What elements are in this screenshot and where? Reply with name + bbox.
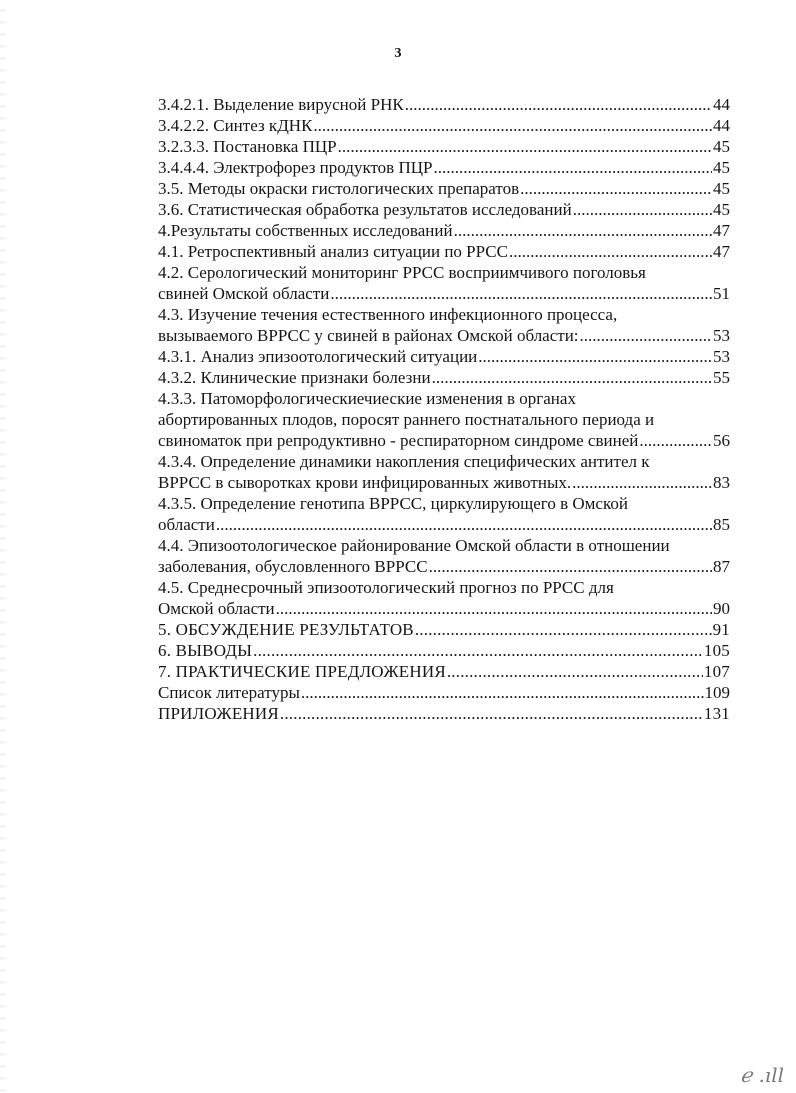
toc-entry-page: 53 [713, 326, 730, 345]
toc-entry-line [158, 661, 730, 682]
toc-entry-title: вызываемого ВРРСС у свиней в районах Омской области: [158, 326, 579, 345]
toc-entry-page: 45 [713, 137, 730, 156]
toc-entry-page: 45 [713, 200, 730, 219]
toc-entry-line [158, 703, 730, 724]
toc-entry-title: 3.4.4.4. Электрофорез продуктов ПЦР [158, 158, 433, 177]
toc-entry-line [158, 682, 730, 703]
dot-leader [313, 115, 712, 136]
toc-entry-page: 45 [713, 158, 730, 177]
toc-entry-title: свиноматок при репродуктивно - респираторном синдроме свиней [158, 431, 639, 450]
toc-entry-line [158, 451, 730, 472]
toc-entry-page: 47 [713, 221, 730, 240]
dot-leader [478, 346, 712, 367]
toc-entry-title: 3.6. Статистическая обработка результатов исследований [158, 200, 572, 219]
toc-entry-title: заболевания, обусловленного ВРРСС [158, 557, 428, 576]
dot-leader [432, 367, 712, 388]
page-number: 3 [394, 46, 402, 61]
toc-entry-page: 44 [713, 116, 730, 135]
toc-entry-line [158, 262, 730, 283]
toc-entry-title: абортированных плодов, поросят раннего постнатального периода и [158, 410, 655, 429]
toc-entry [158, 535, 730, 577]
table-of-contents [158, 94, 730, 724]
toc-entry-page: 107 [703, 662, 730, 681]
toc-entry-line [158, 241, 730, 262]
dot-leader [433, 157, 712, 178]
toc-entry-page: 109 [704, 683, 730, 702]
toc-entry-line [158, 577, 730, 598]
toc-entry [158, 703, 730, 724]
toc-entry-title: 3.2.3.3. Постановка ПЦР [158, 137, 337, 156]
dot-leader [520, 178, 712, 199]
toc-entry-line [158, 199, 730, 220]
toc-entry-page: 47 [713, 242, 730, 261]
toc-entry-page: 56 [713, 431, 730, 450]
toc-entry-page: 45 [713, 179, 730, 198]
toc-entry-line [158, 367, 730, 388]
toc-entry [158, 577, 730, 619]
toc-entry [158, 304, 730, 346]
toc-entry-line [158, 409, 730, 430]
dot-leader [253, 640, 703, 661]
toc-entry-page: 105 [703, 641, 730, 660]
toc-entry-line [158, 94, 730, 115]
toc-entry-line [158, 619, 730, 640]
toc-entry [158, 178, 730, 199]
toc-entry [158, 346, 730, 367]
toc-entry-title: свиней Омской области [158, 284, 330, 303]
toc-entry [158, 220, 730, 241]
toc-entry-line [158, 514, 730, 535]
toc-entry-page: 90 [713, 599, 730, 618]
toc-entry-title: 3.4.2.2. Синтез кДНК [158, 116, 313, 135]
toc-entry [158, 661, 730, 682]
toc-entry [158, 493, 730, 535]
toc-entry-title: 4.3.4. Определение динамики накопления специфических антител к [158, 452, 650, 471]
toc-entry-title: 4.3.1. Анализ эпизоотологический ситуации [158, 347, 478, 366]
toc-entry [158, 157, 730, 178]
dot-leader [415, 619, 712, 640]
toc-entry-line [158, 472, 730, 493]
dot-leader [429, 556, 712, 577]
scan-handwritten-mark: ℯ .ıll [740, 1063, 784, 1087]
toc-entry-line [158, 178, 730, 199]
toc-entry-title: 4.3. Изучение течения естественного инфекционного процесса, [158, 305, 618, 324]
toc-entry [158, 115, 730, 136]
toc-entry-line [158, 325, 730, 346]
toc-entry-line [158, 136, 730, 157]
toc-entry [158, 682, 730, 703]
toc-entry-title: 4.3.2. Клинические признаки болезни [158, 368, 431, 387]
dot-leader [280, 703, 703, 724]
dot-leader [447, 661, 703, 682]
dot-leader [572, 472, 712, 493]
toc-entry [158, 262, 730, 304]
toc-entry-title: Омской области [158, 599, 275, 618]
toc-entry-title: 4.5. Среднесрочный эпизоотологический прогноз по РРСС для [158, 578, 614, 597]
toc-entry-page: 83 [713, 473, 730, 492]
toc-entry [158, 241, 730, 262]
toc-entry [158, 136, 730, 157]
toc-entry-page: 51 [713, 284, 730, 303]
dot-leader [338, 136, 712, 157]
toc-entry-title: ПРИЛОЖЕНИЯ [158, 704, 279, 723]
toc-entry-title: 4.3.3. Патоморфологическиечиеские изменения в органах [158, 389, 576, 408]
dot-leader [639, 430, 712, 451]
scan-edge-noise [0, 0, 6, 1093]
toc-entry-line [158, 115, 730, 136]
toc-entry-title: 3.5. Методы окраски гистологических препаратов [158, 179, 520, 198]
toc-entry-line [158, 493, 730, 514]
toc-entry-line [158, 556, 730, 577]
dot-leader [509, 241, 712, 262]
toc-entry [158, 388, 730, 451]
toc-entry-title: 4.3.5. Определение генотипа ВРРСС, циркулирующего в Омской [158, 494, 628, 513]
toc-entry-page: 91 [712, 620, 730, 639]
toc-entry-title: 4.2. Серологический мониторинг РРСС восприимчивого поголовья [158, 263, 646, 282]
toc-entry-page: 55 [713, 368, 730, 387]
toc-entry-title: ВРРСС в сыворотках крови инфицированных животных. [158, 473, 572, 492]
toc-entry-line [158, 388, 730, 409]
toc-entry-line [158, 598, 730, 619]
dot-leader [216, 514, 712, 535]
toc-entry-line [158, 430, 730, 451]
dot-leader [301, 682, 704, 703]
toc-entry [158, 451, 730, 493]
toc-entry [158, 619, 730, 640]
toc-entry-line [158, 346, 730, 367]
toc-entry-page: 131 [703, 704, 730, 723]
toc-entry-title: 4.Результаты собственных исследований [158, 221, 453, 240]
dot-leader [405, 94, 712, 115]
toc-entry [158, 199, 730, 220]
toc-entry-title: 4.1. Ретроспективный анализ ситуации по РРСС [158, 242, 508, 261]
toc-entry-title: 6. ВЫВОДЫ [158, 641, 253, 660]
toc-entry-page: 53 [713, 347, 730, 366]
toc-entry-title: Список литературы [158, 683, 300, 702]
toc-entry-line [158, 220, 730, 241]
toc-entry-title: 5. ОБСУЖДЕНИЕ РЕЗУЛЬТАТОВ [158, 620, 414, 639]
toc-entry-line [158, 157, 730, 178]
toc-entry-page: 44 [713, 95, 730, 114]
toc-entry-line [158, 640, 730, 661]
toc-entry-line [158, 283, 730, 304]
toc-entry-page: 85 [713, 515, 730, 534]
toc-entry [158, 367, 730, 388]
toc-entry-title: 3.4.2.1. Выделение вирусной РНК [158, 95, 404, 114]
dot-leader [330, 283, 712, 304]
toc-entry-line [158, 304, 730, 325]
dot-leader [573, 199, 712, 220]
toc-entry-page: 87 [713, 557, 730, 576]
dot-leader [276, 598, 712, 619]
toc-entry-title: области [158, 515, 215, 534]
toc-entry-line [158, 535, 730, 556]
dot-leader [454, 220, 712, 241]
toc-entry [158, 640, 730, 661]
toc-entry [158, 94, 730, 115]
toc-entry-title: 7. ПРАКТИЧЕСКИЕ ПРЕДЛОЖЕНИЯ [158, 662, 446, 681]
toc-entry-title: 4.4. Эпизоотологическое районирование Омской области в отношении [158, 536, 670, 555]
dot-leader [580, 325, 712, 346]
